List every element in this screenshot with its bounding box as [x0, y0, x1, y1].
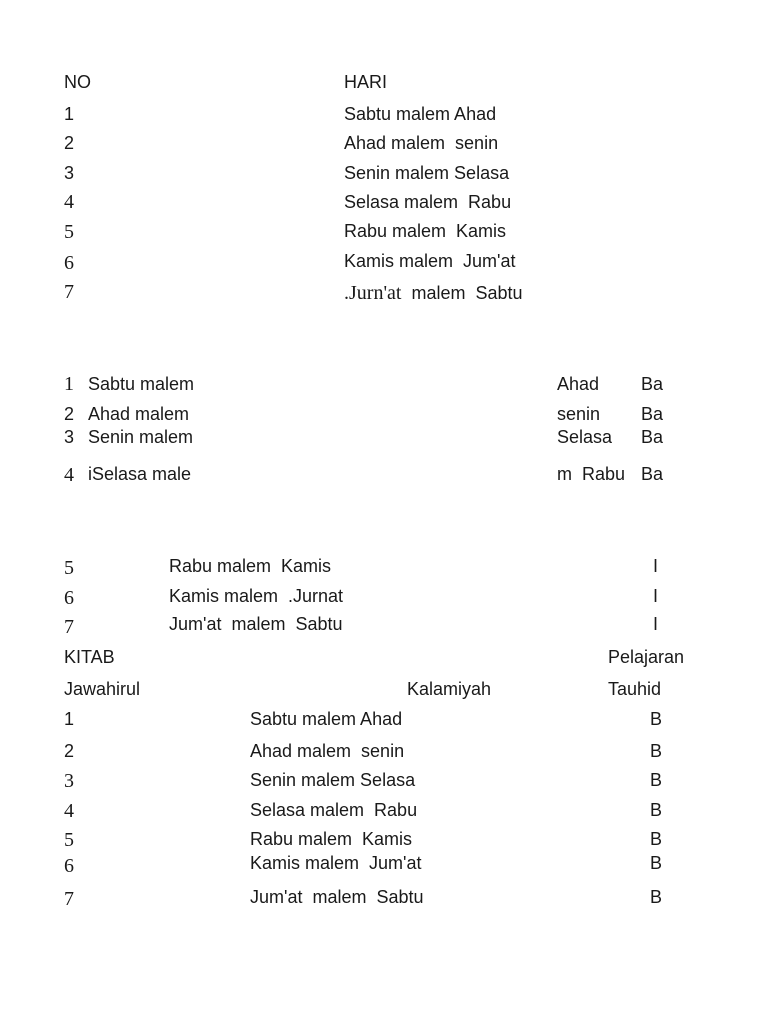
row-right: Ahad	[557, 374, 600, 394]
row-cut-text: B	[650, 887, 663, 907]
row-hari-prefix: .Jurn'at	[344, 282, 402, 304]
row-number: 3	[64, 163, 75, 183]
header-hari: HARI	[344, 72, 388, 92]
row-hari: Jum'at malem Sabtu	[250, 887, 424, 907]
row-number: 1	[64, 104, 75, 124]
row-number: 4	[64, 191, 74, 213]
row-number: 4	[64, 800, 74, 822]
row-number: 5	[64, 221, 74, 243]
row-left: Sabtu malem	[88, 374, 195, 394]
row-number: 5	[64, 557, 74, 579]
row-hari-rest: malem Sabtu	[401, 283, 523, 303]
row-number: 2	[64, 741, 75, 761]
row-hari: Selasa malem Rabu	[344, 192, 512, 212]
row-left: iSelasa male	[88, 464, 192, 484]
row-hari: Rabu malem Kamis	[169, 556, 332, 576]
row-number: 2	[64, 404, 75, 424]
row-right: m Rabu	[557, 464, 626, 484]
row-hari: Sabtu malem Ahad	[344, 104, 497, 124]
row-hari: Kamis malem Jum'at	[344, 251, 516, 271]
row-cut-text: Ba	[641, 404, 664, 424]
row-number: 6	[64, 252, 74, 274]
row-right: Selasa	[557, 427, 613, 447]
row-hari: Ahad malem senin	[250, 741, 405, 761]
row-hari: Sabtu malem Ahad	[250, 709, 403, 729]
row-hari: Senin malem Selasa	[250, 770, 416, 790]
row-cut-text: B	[650, 800, 663, 820]
row-number: 6	[64, 855, 74, 877]
row-number: 3	[64, 770, 74, 792]
header-no: NO	[64, 72, 91, 92]
row-cut-text: Ba	[641, 374, 664, 394]
pelajaran-value: Tauhid	[608, 679, 662, 699]
row-number: 1	[64, 709, 75, 729]
row-right: senin	[557, 404, 601, 424]
row-hari: Selasa malem Rabu	[250, 800, 418, 820]
row-number: 7	[64, 616, 74, 638]
row-cut-text: I	[653, 614, 659, 634]
row-cut-text: I	[653, 586, 659, 606]
row-number: 5	[64, 829, 74, 851]
row-cut-text: Ba	[641, 464, 664, 484]
row-number: 3	[64, 427, 75, 447]
row-left: Senin malem	[88, 427, 194, 447]
row-cut-text: B	[650, 853, 663, 873]
kitab-label: KITAB	[64, 647, 115, 667]
row-hari: Rabu malem Kamis	[250, 829, 413, 849]
row-hari: Ahad malem senin	[344, 133, 499, 153]
row-cut-text: B	[650, 709, 663, 729]
row-number: 1	[64, 373, 74, 395]
row-cut-text: B	[650, 741, 663, 761]
row-number: 6	[64, 587, 74, 609]
row-cut-text: I	[653, 556, 659, 576]
kitab-name: Kalamiyah	[407, 679, 492, 699]
row-left: Ahad malem	[88, 404, 190, 424]
row-hari: Senin malem Selasa	[344, 163, 510, 183]
row-number: 2	[64, 133, 75, 153]
pelajaran-label: Pelajaran	[608, 647, 685, 667]
kitab-name: Jawahirul	[64, 679, 141, 699]
row-cut-text: B	[650, 770, 663, 790]
row-hari: Rabu malem Kamis	[344, 221, 507, 241]
row-hari: Jum'at malem Sabtu	[169, 614, 343, 634]
row-hari: Kamis malem .Jurnat	[169, 586, 344, 606]
row-cut-text: Ba	[641, 427, 664, 447]
row-cut-text: B	[650, 829, 663, 849]
row-number: 4	[64, 464, 74, 486]
row-hari	[344, 283, 523, 303]
row-number: 7	[64, 888, 74, 910]
row-number: 7	[64, 281, 74, 303]
row-hari: Kamis malem Jum'at	[250, 853, 422, 873]
